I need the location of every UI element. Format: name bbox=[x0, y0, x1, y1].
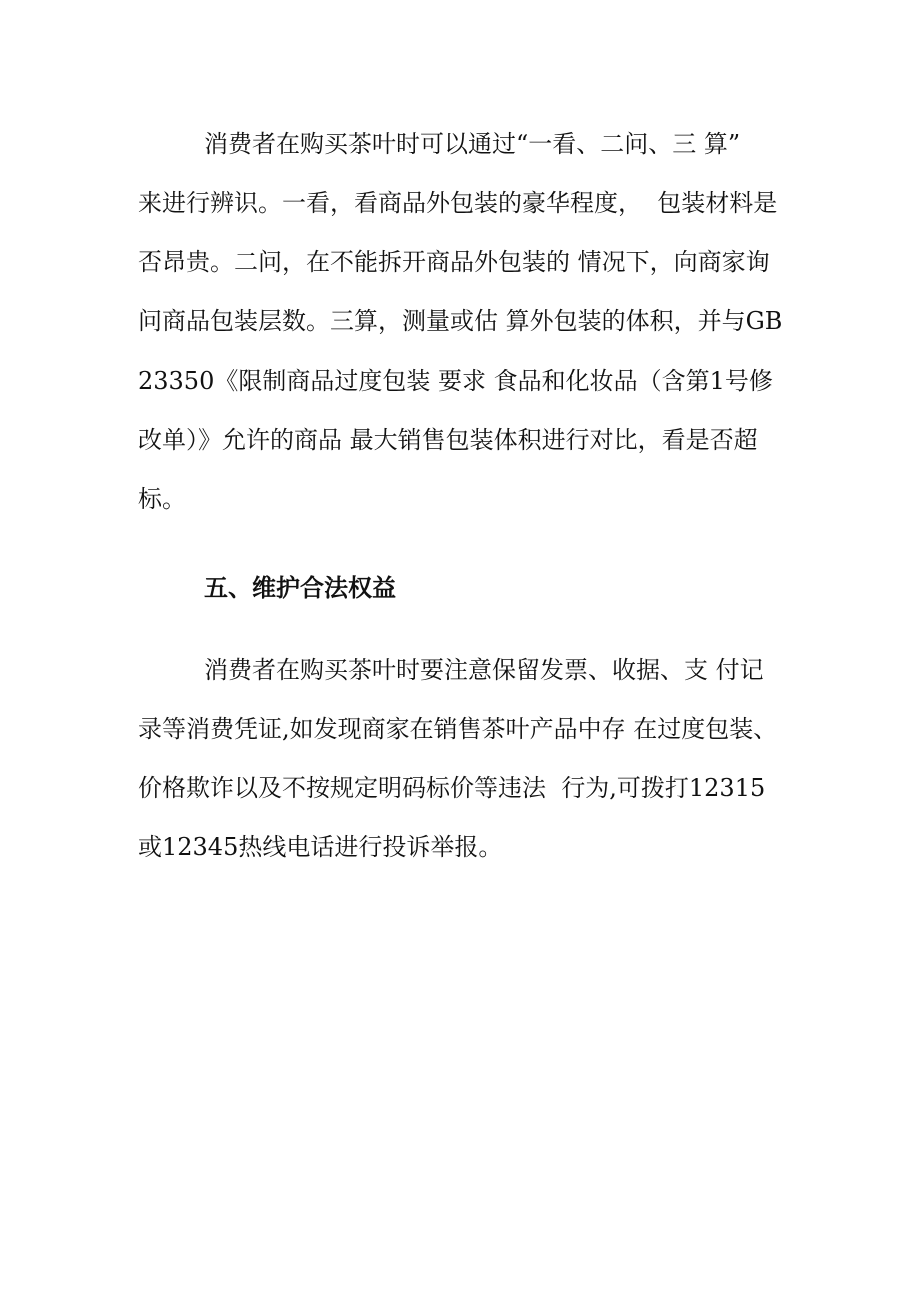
paragraph-1-line-4: 问商品包装层数。三算，测量或估 算外包装的体积，并与GB bbox=[138, 307, 783, 335]
paragraph-1-line-1: 消费者在购买茶叶时可以通过“一看、二问、三 算” bbox=[204, 130, 741, 158]
paragraph-1-line-3: 否昂贵。二问，在不能拆开商品外包装的 情况下，向商家询 bbox=[138, 248, 770, 276]
paragraph-2-line-4: 或12345热线电话进行投诉举报。 bbox=[138, 833, 503, 861]
paragraph-2-line-2: 录等消费凭证,如发现商家在销售茶叶产品中存 在过度包装、 bbox=[138, 715, 778, 743]
paragraph-1-line-7: 标。 bbox=[138, 485, 186, 513]
paragraph-1-line-6: 改单）》允许的商品 最大销售包装体积进行对比，看是否超 bbox=[138, 426, 758, 454]
paragraph-1-line-5: 23350《限制商品过度包装 要求 食品和化妆品（含第1号修 bbox=[138, 367, 773, 395]
section-5-heading: 五、维护合法权益 bbox=[204, 574, 396, 602]
paragraph-2-line-1: 消费者在购买茶叶时要注意保留发票、收据、支 付记 bbox=[204, 656, 764, 684]
paragraph-2-line-3: 价格欺诈以及不按规定明码标价等违法 行为,可拨打12315 bbox=[138, 774, 766, 802]
paragraph-1-line-2: 来进行辨识。一看，看商品外包装的豪华程度， 包装材料是 bbox=[138, 189, 778, 217]
